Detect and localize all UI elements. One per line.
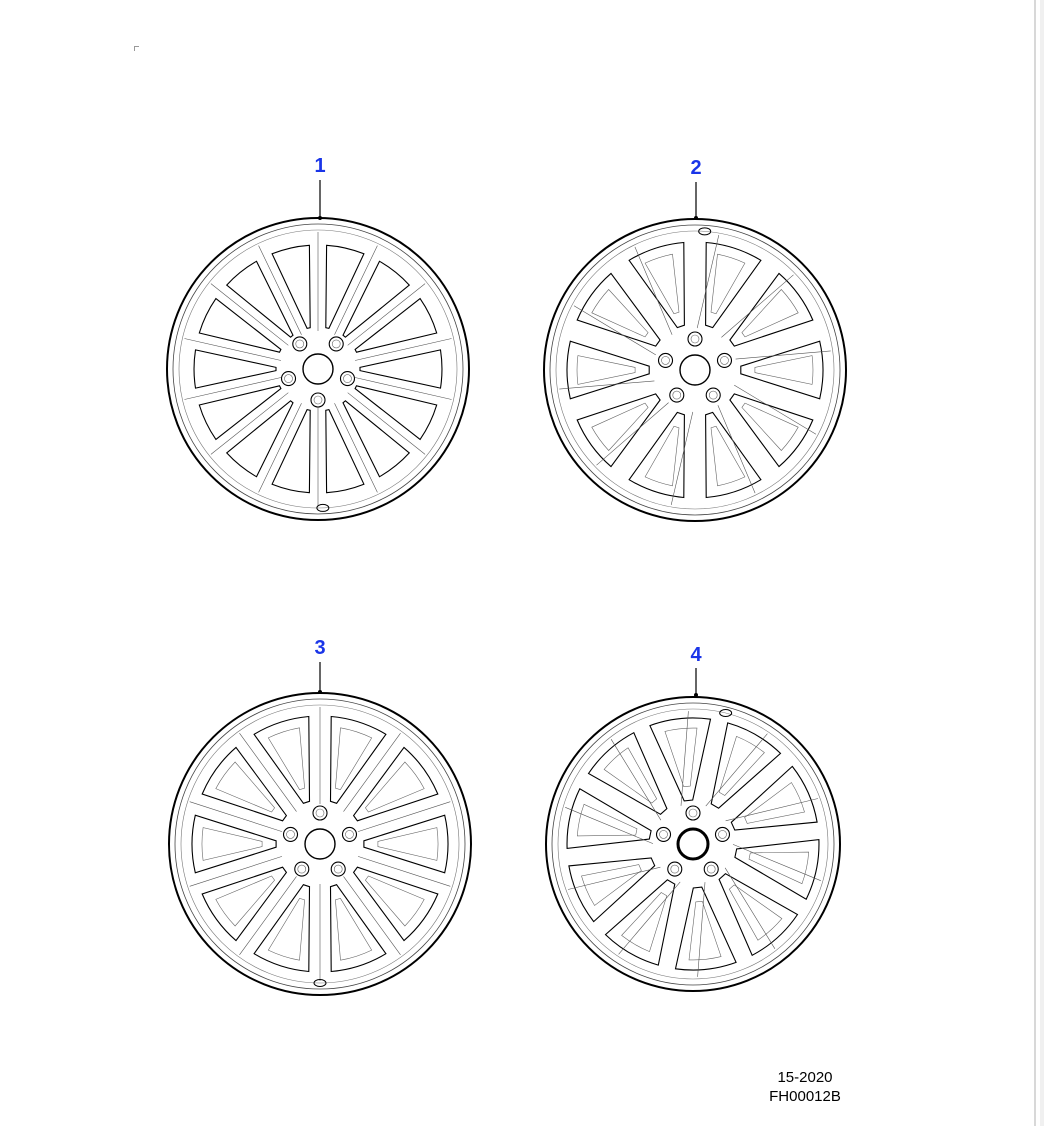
spoke-window [360, 350, 442, 388]
callout-dot [318, 690, 322, 694]
callout-label-1: 1 [314, 155, 326, 177]
callout-dot [694, 693, 698, 697]
lug-hole-inner [287, 830, 295, 838]
lug-hole [282, 372, 296, 386]
lug-hole [313, 806, 327, 820]
spoke-edge [597, 403, 669, 466]
lug-hole-inner [673, 391, 681, 399]
spoke-edge [706, 734, 768, 806]
lug-hole-inner [296, 340, 304, 348]
lug-hole-inner [691, 335, 699, 343]
lug-hole [342, 827, 356, 841]
spoke-window-inner [577, 356, 635, 385]
lug-hole-inner [707, 865, 715, 873]
spoke-window [343, 261, 409, 337]
spoke-window [731, 766, 817, 830]
spoke-edge [568, 867, 660, 889]
lug-hole-inner [345, 830, 353, 838]
callout-label-4: 4 [690, 644, 702, 666]
callout-label-3: 3 [314, 637, 326, 659]
spoke-window [606, 880, 675, 965]
spoke-window-inner [729, 885, 782, 940]
spoke-window-inner [582, 865, 642, 906]
spoke-edge [358, 802, 450, 832]
spoke-window-inner [665, 728, 697, 787]
lug-hole [659, 353, 673, 367]
spoke-edge [736, 351, 831, 359]
lug-hole [704, 862, 718, 876]
spoke-window-inner [745, 783, 805, 824]
spoke-window [227, 261, 293, 337]
lug-hole-inner [334, 865, 342, 873]
lug-hole-inner [720, 356, 728, 364]
spoke-edge [259, 403, 302, 492]
spoke-window [577, 273, 660, 346]
spoke-window-inner [378, 828, 438, 861]
spoke-edge [721, 275, 793, 338]
spoke-edge [358, 856, 450, 886]
centre-bore [305, 829, 335, 859]
spoke-edge [348, 393, 425, 455]
spoke-edge [211, 393, 288, 455]
spoke-edge [559, 381, 654, 389]
lug-hole [295, 862, 309, 876]
lug-hole-inner [285, 375, 293, 383]
spoke-window [272, 245, 310, 328]
spoke-edge [681, 711, 688, 806]
spoke-window-inner [645, 426, 679, 486]
centre-bore [303, 354, 333, 384]
spoke-window-inner [202, 828, 262, 861]
lug-hole-inner [718, 830, 726, 838]
callout-dot [694, 216, 698, 220]
spoke-edge [335, 403, 378, 492]
centre-bore [680, 355, 710, 385]
spoke-edge [619, 882, 681, 954]
spoke-edge [635, 247, 672, 335]
callout-label-2: 2 [690, 157, 702, 179]
rim-lip [556, 231, 834, 509]
lug-hole [706, 388, 720, 402]
spoke-window [730, 394, 813, 467]
spoke-window [730, 273, 813, 346]
spoke-edge [574, 306, 656, 355]
wheel-4 [546, 668, 840, 991]
spoke-window-inner [577, 804, 637, 836]
lug-hole-inner [671, 865, 679, 873]
spoke-edge [718, 405, 755, 493]
spoke-window-inner [592, 403, 648, 450]
lug-hole [668, 862, 682, 876]
lug-hole [331, 862, 345, 876]
figure-id: FH00012B [769, 1088, 841, 1105]
spoke-edge [190, 802, 282, 832]
spoke-edge [671, 412, 693, 505]
spoke-window-inner [711, 426, 745, 486]
lug-hole [329, 337, 343, 351]
wheel-2 [544, 182, 846, 521]
wheel-1 [167, 180, 469, 520]
spoke-window [589, 733, 667, 815]
spoke-window [194, 350, 276, 388]
lug-hole-inner [689, 809, 697, 817]
lug-hole [717, 353, 731, 367]
lug-hole-inner [332, 340, 340, 348]
centre-bore [678, 829, 708, 859]
wheel-3 [169, 662, 471, 995]
spoke-window [569, 858, 655, 922]
rim-inner-edge [552, 703, 834, 985]
spoke-window [650, 718, 711, 801]
spoke-edge [211, 284, 288, 346]
spoke-window [676, 887, 737, 970]
lug-hole [670, 388, 684, 402]
lug-hole [293, 337, 307, 351]
spoke-window-inner [755, 356, 813, 385]
rim-inner-edge [550, 225, 840, 515]
rim-outer-edge [544, 219, 846, 521]
date-code: 15-2020 [777, 1069, 833, 1086]
spoke-window-inner [742, 290, 798, 337]
spoke-window [326, 245, 364, 328]
page-edge-shadow [1040, 0, 1044, 1126]
spoke-edge [259, 246, 302, 335]
lug-hole [340, 372, 354, 386]
spoke-edge [697, 235, 719, 328]
spoke-window-inner [711, 254, 745, 314]
lug-hole [657, 827, 671, 841]
spoke-edge [348, 284, 425, 346]
lug-hole [715, 827, 729, 841]
lug-hole-inner [314, 396, 322, 404]
lug-hole-inner [343, 375, 351, 383]
spoke-window-inner [749, 852, 809, 884]
spoke-edge [190, 856, 282, 886]
page-edge [1034, 0, 1036, 1126]
rim-lip [558, 709, 828, 979]
rim-outer-edge [546, 697, 840, 991]
spoke-window-inner [689, 901, 721, 960]
spoke-window [711, 723, 780, 808]
lug-hole-inner [709, 391, 717, 399]
lug-hole-inner [316, 809, 324, 817]
spoke-window-inner [592, 290, 648, 337]
lug-hole [688, 332, 702, 346]
spoke-window-inner [742, 403, 798, 450]
spoke-window [192, 815, 276, 873]
spoke-window [343, 401, 409, 477]
spoke-window [567, 341, 649, 399]
spoke-window [326, 410, 364, 493]
callout-dot [318, 216, 322, 220]
lug-hole [311, 393, 325, 407]
lug-hole [284, 827, 298, 841]
spoke-edge [698, 882, 705, 977]
lug-hole-inner [662, 356, 670, 364]
lug-hole [686, 806, 700, 820]
spoke-window-inner [604, 748, 657, 803]
spoke-edge [726, 799, 818, 821]
spoke-window [227, 401, 293, 477]
spoke-edge [335, 246, 378, 335]
spoke-window-inner [645, 254, 679, 314]
spoke-window [577, 394, 660, 467]
spoke-window [364, 815, 448, 873]
spoke-edge [734, 385, 816, 434]
lug-hole-inner [660, 830, 668, 838]
drawing-footer [740, 1068, 870, 1106]
spoke-window [741, 341, 823, 399]
spoke-window [719, 874, 797, 956]
lug-hole-inner [298, 865, 306, 873]
spoke-window [272, 410, 310, 493]
